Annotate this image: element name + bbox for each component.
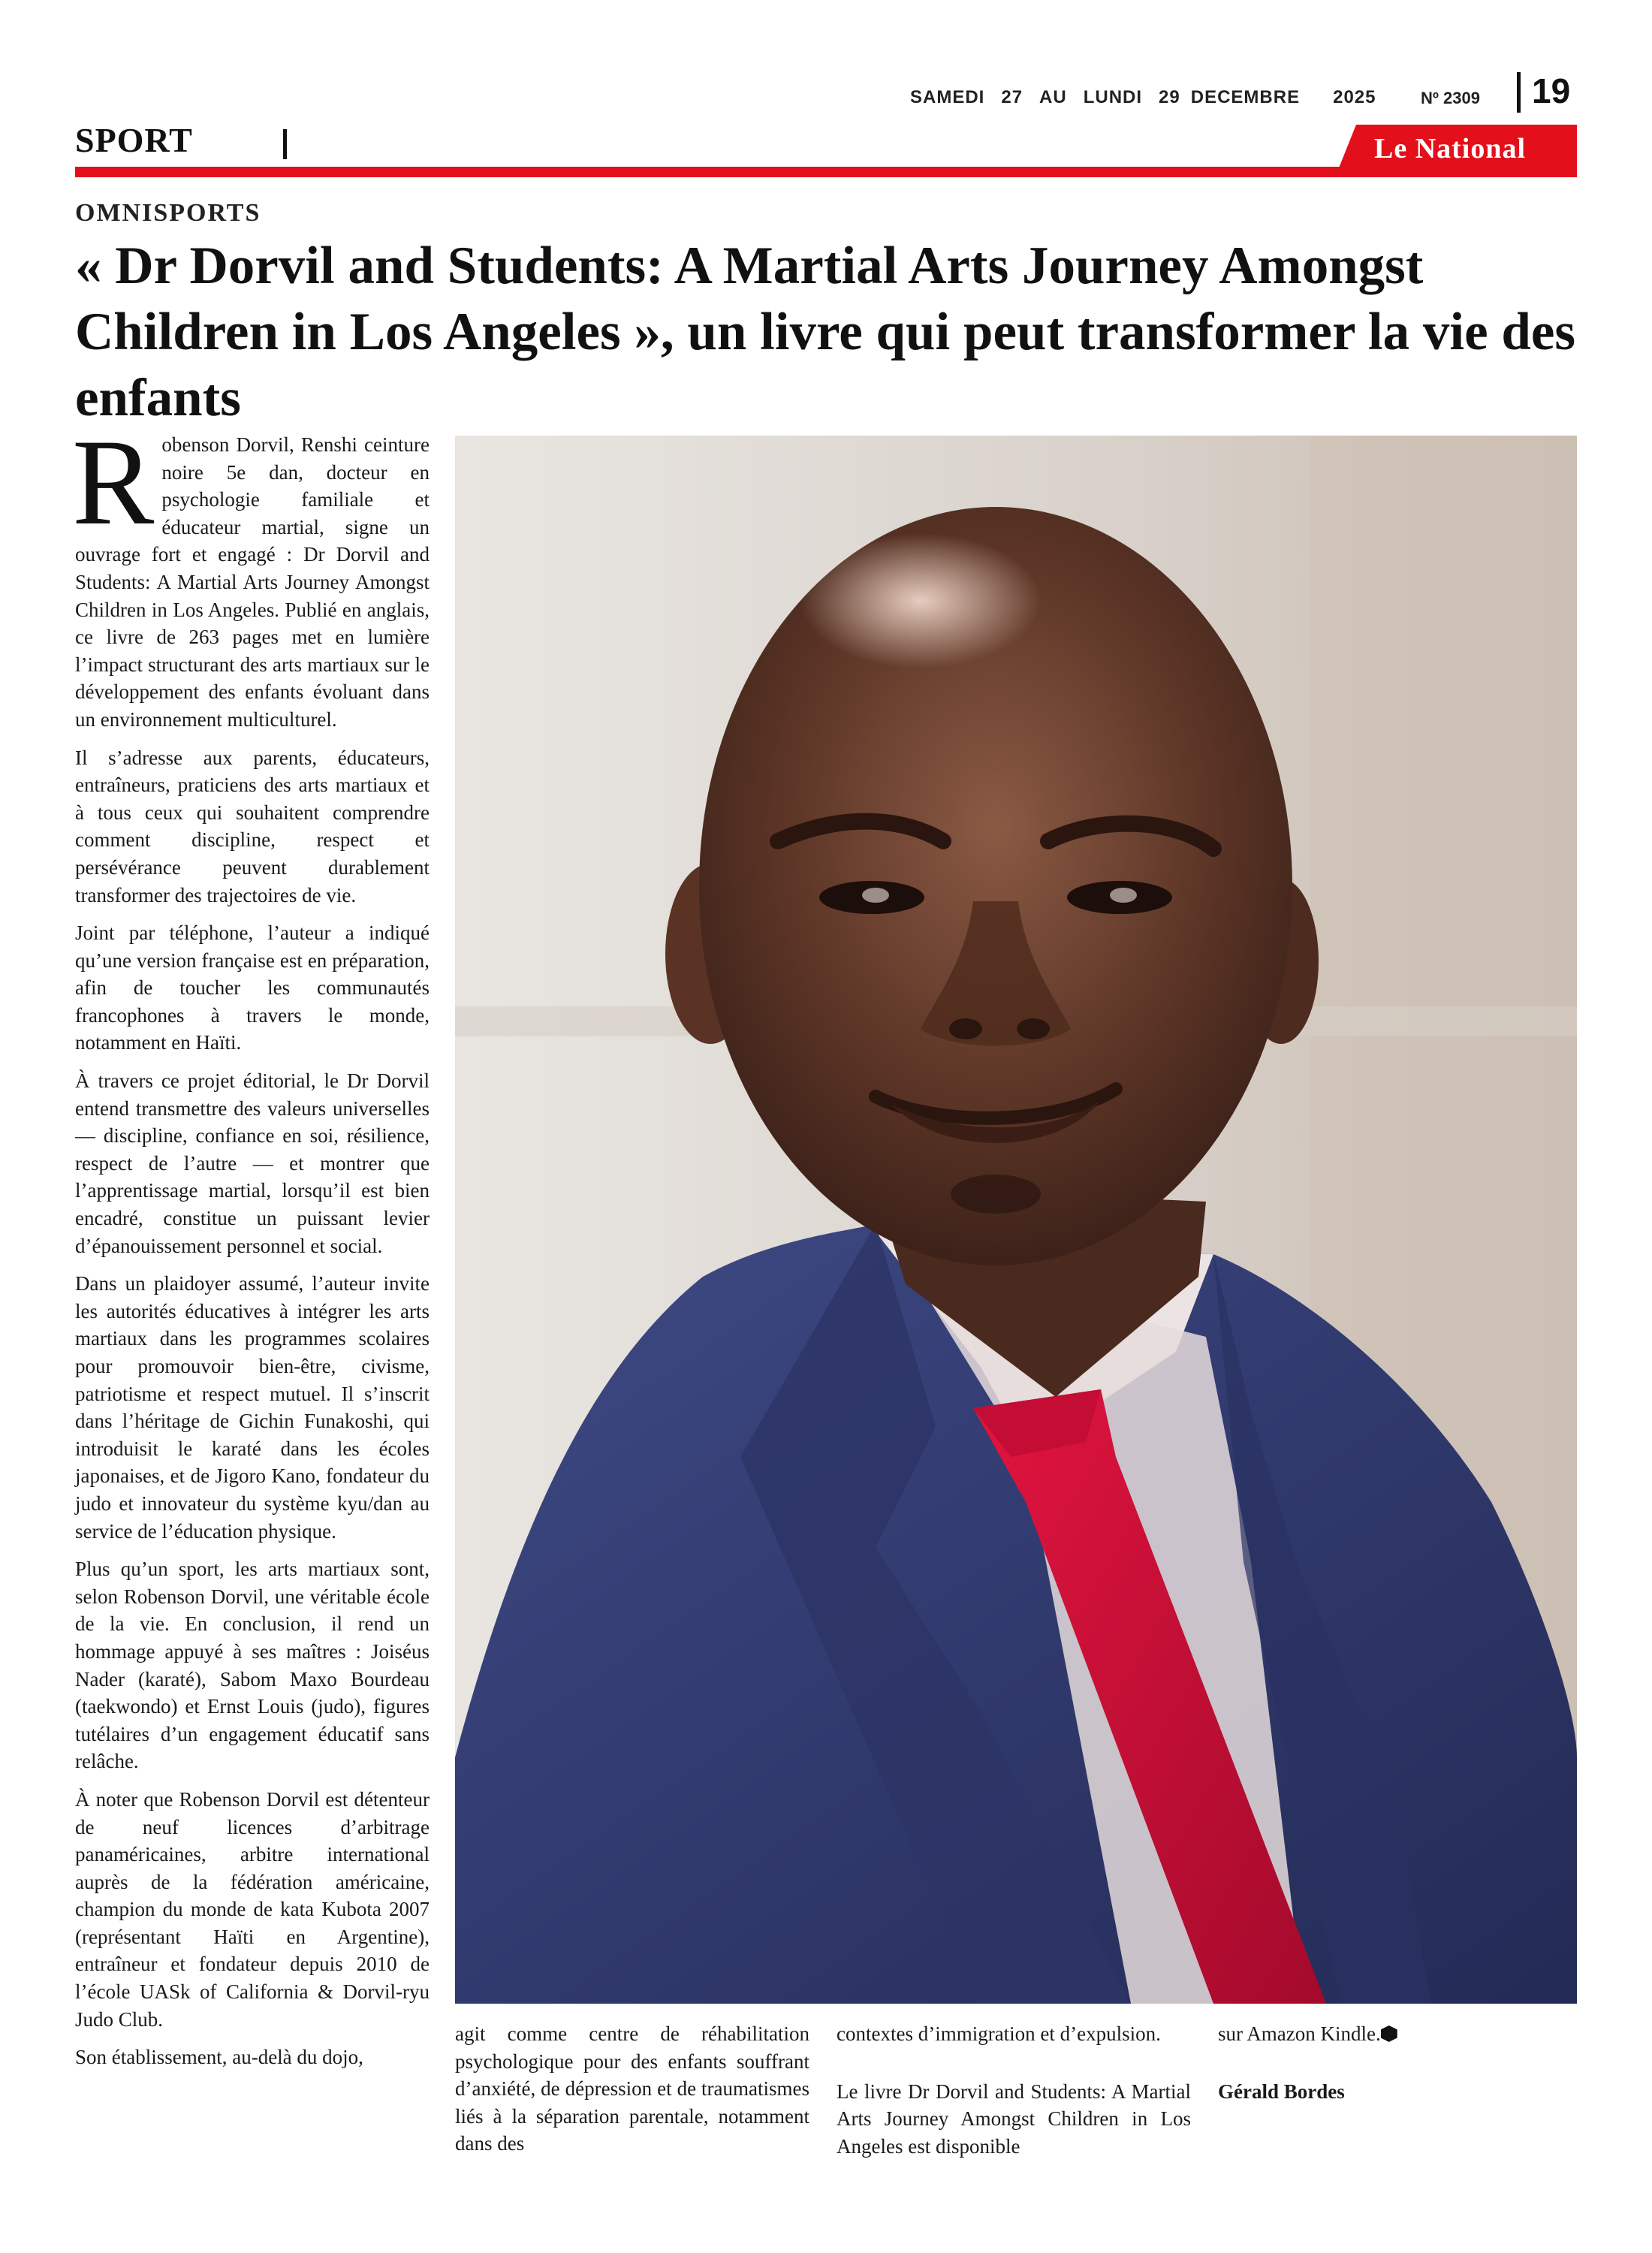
article-paragraph: À noter que Robenson Dorvil est détenteur de neuf licences d’arbitrage panaméricaines, arbitre international auprès de la fédération américaine, champion du monde de kata Kubota 2007 (représentant Haïti en Argentine), entraîneur et fondateur depuis 2010 de l’école UASk of California & Dorvil-ryu Judo Club. [75,1787,430,2031]
section-title: SPORT [75,121,193,159]
issue-number: Nº 2309 [1421,89,1480,107]
article-paragraph: Dans un plaidoyer assumé, l’auteur invite les autorités éducatives à intégrer les arts martiaux dans les programmes scolaires pour promouvoir bien-être, civisme, patriotisme et respect mutuel. Il s’inscrit dans l’héritage de Gichin Funakoshi, qui introduisit le karaté dans les écoles japonaises, et de Jigoro Kano, fondateur du judo et innovateur du système kyu/dan au service de l’éducation physique. [75,1272,430,1543]
page-number: 19 [1532,71,1571,110]
date-year: 2025 [1333,87,1376,107]
article-paragraph: Son établissement, au-delà du dojo, [75,2046,363,2069]
article-paragraph: Plus qu’un sport, les arts martiaux sont, selon Robenson Dorvil, une véritable école de la vie. En conclusion, il rend un hommage appuyé à ses maîtres : Joiséus Nader (karaté), Sabom Maxo Bourdeau (taekwondo) et Ernst Louis (judo), figures tutélaires d’un engagement éducatif sans relâche. [75,1558,430,1773]
article-column-b2 [837,2020,1191,2160]
article-paragraph: À travers ce projet éditorial, le Dr Dorvil entend transmettre des valeurs universelles — discipline, confiance en soi, résilience, respect de l’autre — et montrer que l’apprentissage martial, lorsqu’il est bien encadré, constitue un puissant levier d’épanouissement personnel et social. [75,1069,430,1257]
end-of-article-icon [1381,2025,1397,2042]
article-paragraph: Le livre Dr Dorvil and Students: A Martial Arts Journey Amongst Children in Los Angeles est disponible [837,2080,1191,2158]
article-kicker: OMNISPORTS [75,199,261,227]
author-signature: Gérald Bordes [1218,2080,1345,2103]
date-day-end: 29 [1159,87,1180,107]
drop-cap: R [72,415,155,550]
paragraph-text: obenson Dorvil, Renshi ceinture noire 5e dan, docteur en psychologie familiale et éducateur martial, signe un ouvrage fort et engagé : Dr Dorvil and Students: A Martial Arts Journey Amongst Children in Los Angeles. Publié en anglais, ce livre de 263 pages met en lumière l’impact structurant des arts martiaux sur le développement des enfants évoluant dans un environnement multiculturel. [75,433,430,731]
article-paragraph [72,415,430,734]
article-column-b1 [455,2020,809,2158]
date-month: DECEMBRE [1190,87,1301,107]
article-paragraph: Il s’adresse aux parents, éducateurs, entraîneurs, praticiens des arts martiaux et à tous ceux qui souhaitent comprendre comment discipline, respect et persévérance peuvent durablement transformer des trajectoires de vie. [75,746,430,906]
article-column-b3 [1218,2020,1577,2105]
paragraph-gap [837,2048,1191,2078]
brand-name: Le National [1374,133,1527,164]
paragraph-gap [1218,2048,1577,2078]
section-divider [283,129,287,159]
article-paragraph: agit comme centre de réhabilitation psychologique pour des enfants souffrant d’anxiété, de dépression et de traumatismes liés à la séparation parentale, notamment dans des [455,2022,809,2155]
article-headline: « Dr Dorvil and Students: A Martial Arts Journey Amongst Children in Los Angeles », un livre qui peut transformer la vie des enfants [75,237,1576,427]
header-divider [1517,72,1521,113]
author-portrait-photo [455,436,1577,2004]
article-paragraph [1218,2020,1577,2048]
date-weekday-end: LUNDI [1083,87,1143,107]
closing-text: sur Amazon Kindle. [1218,2022,1381,2045]
portrait-illustration [455,436,1577,2004]
date-day-start: 27 [1001,87,1023,107]
article-column-left [72,415,430,2082]
issue-date [910,87,1376,108]
date-connector: AU [1039,87,1067,107]
header-rule [75,167,1577,177]
article-paragraph: contextes d’immigration et d’expulsion. [837,2022,1161,2045]
article-paragraph: Joint par téléphone, l’auteur a indiqué qu’une version française est en préparation, afin de toucher les communautés francophones à travers le monde, notamment en Haïti. [75,921,430,1054]
date-weekday-start: SAMEDI [910,87,985,107]
